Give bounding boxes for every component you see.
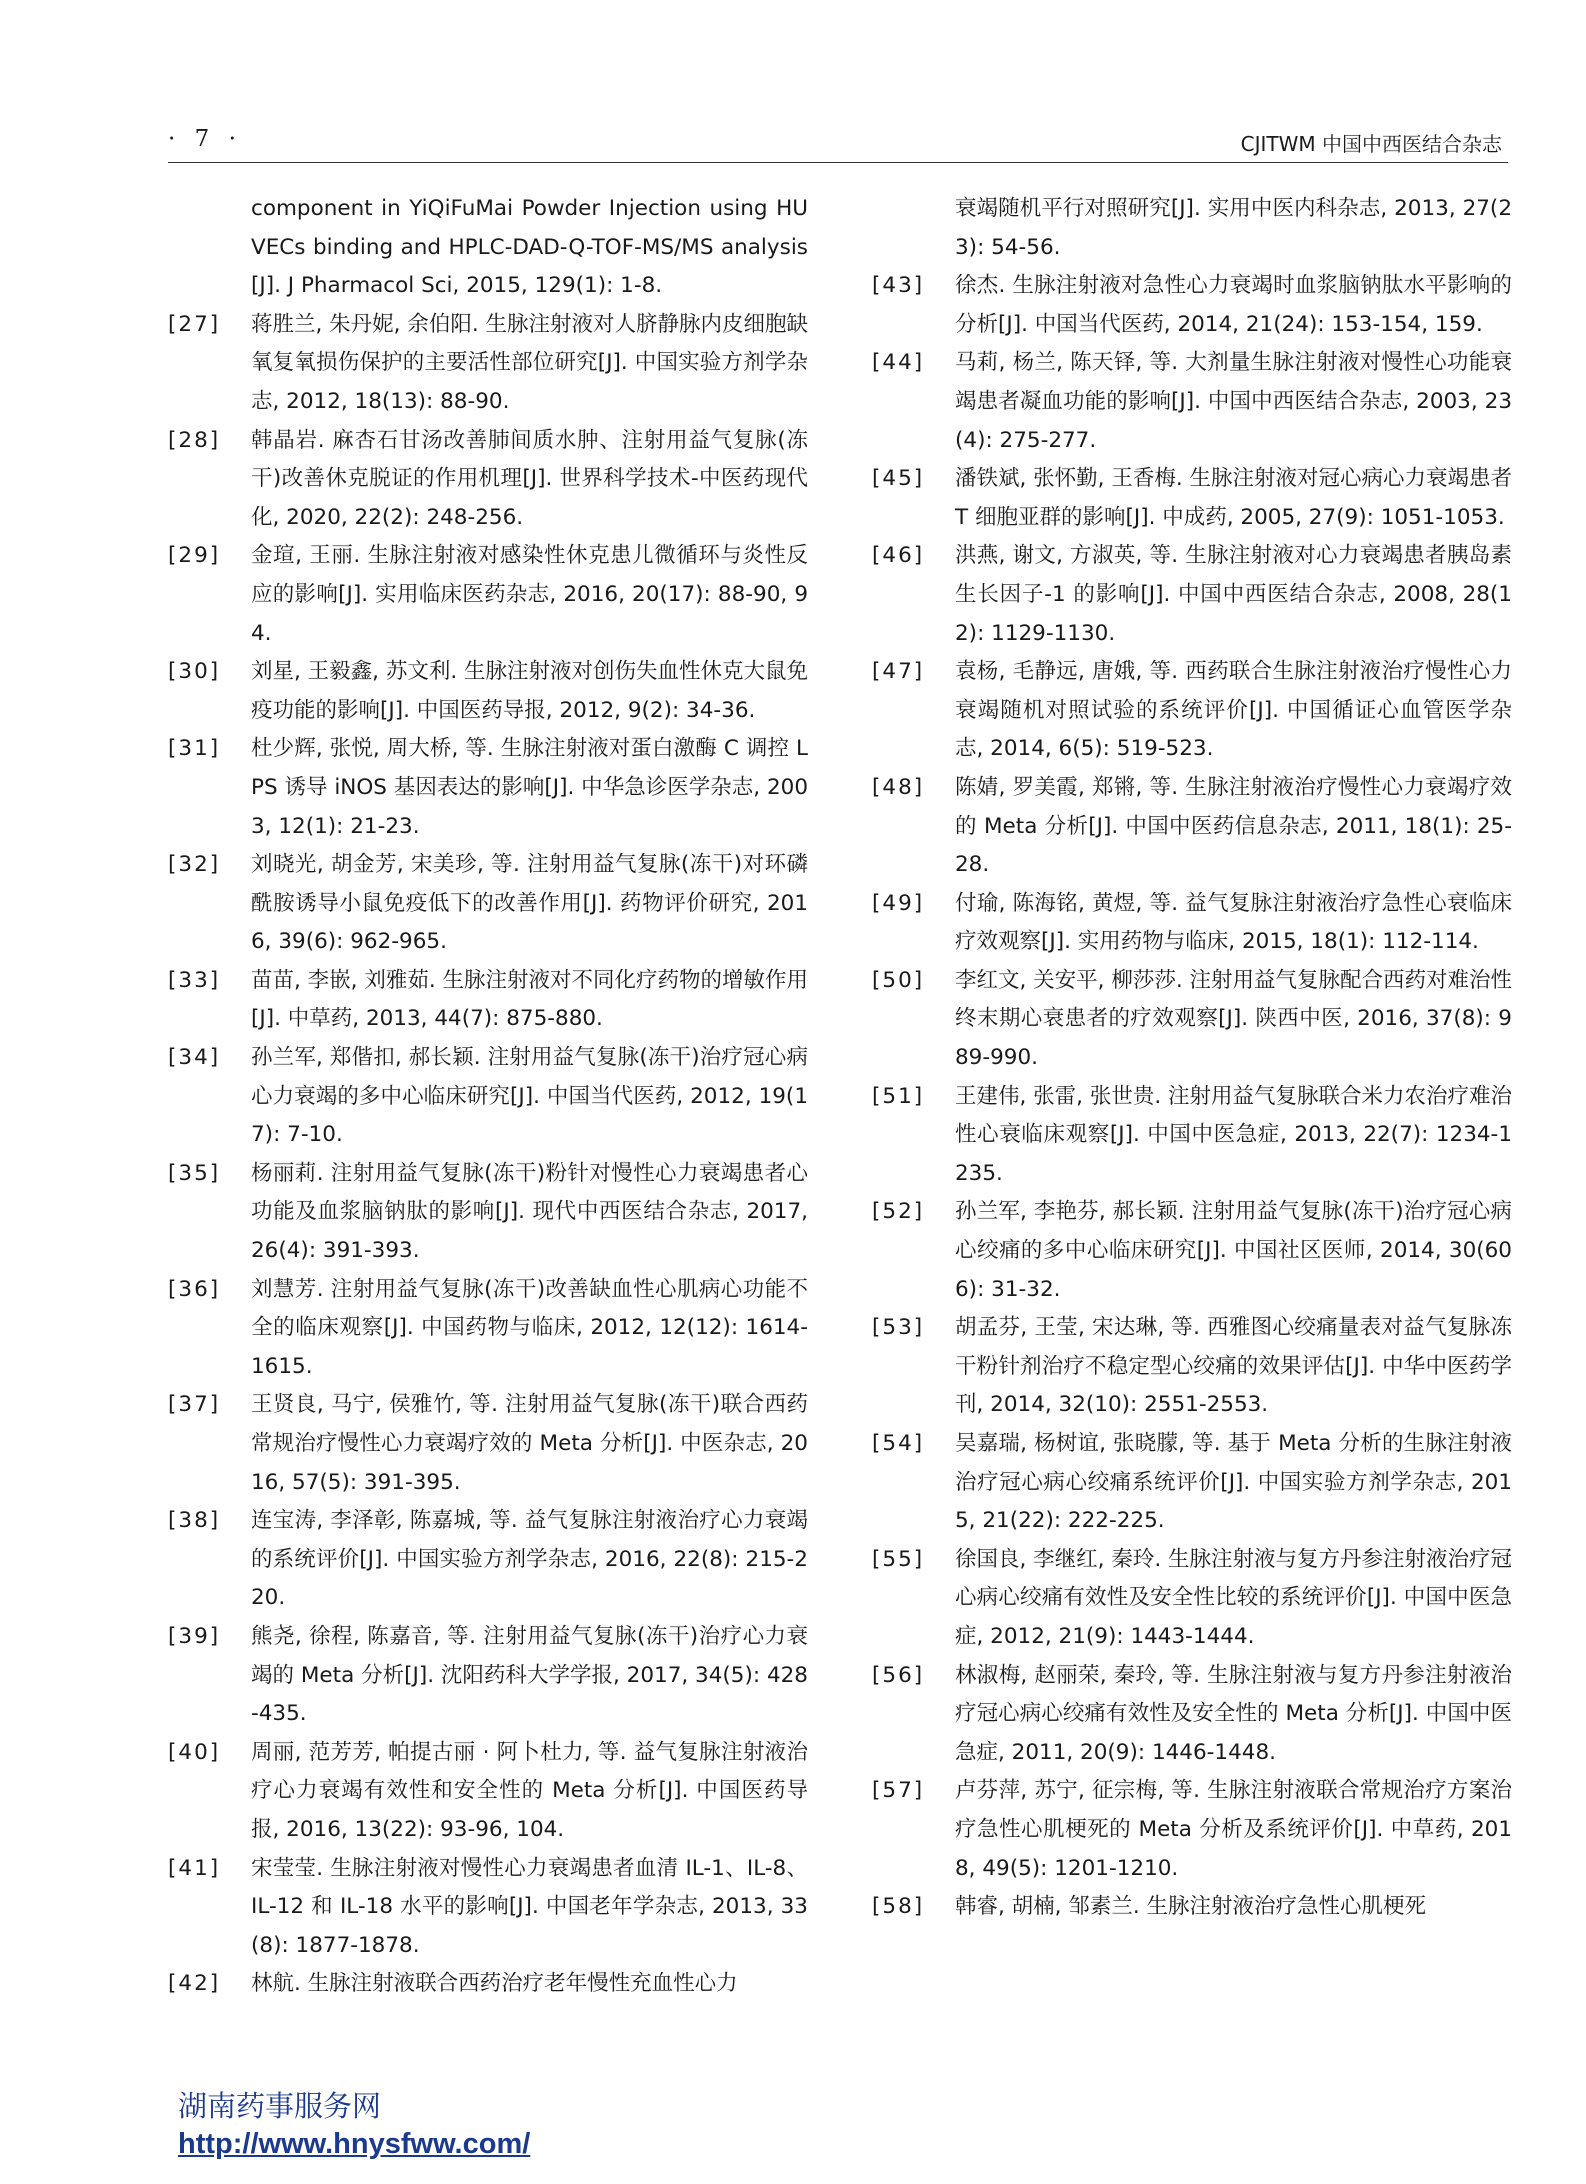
reference-text: 连宝涛, 李泽彰, 陈嘉城, 等. 益气复脉注射液治疗心力衰竭的系统评价[J]. 中国实验方剂学杂志, 2016, 22(8): 215-220.	[251, 1508, 808, 1611]
reference-text: 胡孟芬, 王莹, 宋达琳, 等. 西雅图心绞痛量表对益气复脉冻干粉针剂治疗不稳定型心绞痛的效果评估[J]. 中华中医药学刊, 2014, 32(10): 2551-2553.	[955, 1315, 1512, 1418]
reference-text: 孙兰军, 郑偕扣, 郝长颖. 注射用益气复脉(冻干)治疗冠心病心力衰竭的多中心临床研究[J]. 中国当代医药, 2012, 19(17): 7-10.	[251, 1045, 808, 1148]
reference-text: 周丽, 范芳芳, 帕提古丽 · 阿卜杜力, 等. 益气复脉注射液治疗心力衰竭有效性和安全性的 Meta 分析[J]. 中国医药导报, 2016, 13(22): 93-96, 104.	[251, 1739, 808, 1842]
reference-entry	[872, 267, 1512, 344]
reference-entry	[872, 769, 1512, 885]
reference-entry	[872, 962, 1512, 1078]
reference-text: 徐杰. 生脉注射液对急性心力衰竭时血浆脑钠肽水平影响的分析[J]. 中国当代医药, 2014, 21(24): 153-154, 159.	[955, 273, 1512, 337]
reference-number: [49]	[872, 890, 925, 916]
reference-text: 杜少辉, 张悦, 周大桥, 等. 生脉注射液对蛋白激酶 C 调控 LPS 诱导 iNOS 基因表达的影响[J]. 中华急诊医学杂志, 2003, 12(1): 21-23.	[251, 736, 808, 839]
reference-entry	[872, 190, 1512, 267]
reference-number: [39]	[168, 1623, 221, 1649]
reference-number: [30]	[168, 659, 221, 685]
site-name: 湖南药事服务网	[178, 2089, 382, 2123]
page-number: · 7 ·	[168, 126, 242, 152]
reference-entry	[168, 962, 808, 1039]
reference-entry	[168, 1734, 808, 1850]
reference-number: [43]	[872, 273, 925, 299]
reference-entry	[872, 1078, 1512, 1194]
reference-text: 刘慧芳. 注射用益气复脉(冻干)改善缺血性心肌病心功能不全的临床观察[J]. 中国药物与临床, 2012, 12(12): 1614-1615.	[251, 1276, 808, 1379]
reference-number: [33]	[168, 967, 221, 993]
reference-number: [56]	[872, 1662, 925, 1688]
reference-text: 王建伟, 张雷, 张世贵. 注射用益气复脉联合米力农治疗难治性心衰临床观察[J]. 中国中医急症, 2013, 22(7): 1234-1235.	[955, 1083, 1513, 1186]
reference-number: [35]	[168, 1160, 221, 1186]
reference-entry	[872, 885, 1512, 962]
reference-entry	[872, 653, 1512, 769]
reference-entry	[168, 1039, 808, 1155]
reference-number: [32]	[168, 852, 221, 878]
reference-entry	[168, 730, 808, 846]
reference-entry	[872, 1541, 1512, 1657]
reference-column-right	[872, 190, 1512, 1927]
reference-text: 陈婧, 罗美霞, 郑锵, 等. 生脉注射液治疗慢性心力衰竭疗效的 Meta 分析[J]. 中国中医药信息杂志, 2011, 18(1): 25-28.	[955, 774, 1512, 878]
reference-number: [44]	[872, 350, 925, 376]
reference-entry	[168, 190, 808, 306]
reference-number: [53]	[872, 1315, 925, 1341]
reference-number: [52]	[872, 1199, 925, 1225]
reference-text: 韩晶岩. 麻杏石甘汤改善肺间质水肿、注射用益气复脉(冻干)改善休克脱证的作用机理[J]. 世界科学技术-中医药现代化, 2020, 22(2): 248-256.	[251, 427, 808, 530]
reference-entry	[168, 1965, 808, 2004]
reference-entry	[872, 344, 1512, 460]
reference-entry	[872, 1772, 1512, 1888]
reference-entry	[168, 306, 808, 422]
reference-entry	[872, 537, 1512, 653]
reference-entry	[872, 1657, 1512, 1773]
reference-text: 金瑄, 王丽. 生脉注射液对感染性休克患儿微循环与炎性反应的影响[J]. 实用临床医药杂志, 2016, 20(17): 88-90, 94.	[251, 543, 808, 646]
reference-entry	[872, 1888, 1512, 1927]
reference-entry	[872, 1309, 1512, 1425]
reference-number: [29]	[168, 543, 221, 569]
reference-entry	[872, 460, 1512, 537]
reference-text: 卢芬萍, 苏宁, 征宗梅, 等. 生脉注射液联合常规治疗方案治疗急性心肌梗死的 Meta 分析及系统评价[J]. 中草药, 2018, 49(5): 1201-1210.	[955, 1778, 1512, 1881]
site-url-link[interactable]: http://www.hnysfww.com/	[178, 2128, 531, 2160]
reference-entry	[168, 1502, 808, 1618]
reference-text: 韩睿, 胡楠, 邹素兰. 生脉注射液治疗急性心肌梗死	[955, 1894, 1427, 1920]
reference-text: 李红文, 关安平, 柳莎莎. 注射用益气复脉配合西药对难治性终末期心衰患者的疗效观察[J]. 陕西中医, 2016, 37(8): 989-990.	[955, 967, 1513, 1071]
reference-text: 王贤良, 马宁, 侯雅竹, 等. 注射用益气复脉(冻干)联合西药常规治疗慢性心力衰竭疗效的 Meta 分析[J]. 中医杂志, 2016, 57(5): 391-395.	[251, 1392, 808, 1495]
reference-number: [57]	[872, 1778, 925, 1804]
reference-number: [40]	[168, 1739, 221, 1765]
reference-entry	[168, 422, 808, 538]
reference-text: 刘晓光, 胡金芳, 宋美珍, 等. 注射用益气复脉(冻干)对环磷酰胺诱导小鼠免疫低下的改善作用[J]. 药物评价研究, 2016, 39(6): 962-965.	[251, 852, 808, 955]
reference-number: [41]	[168, 1855, 221, 1881]
reference-number: [50]	[872, 967, 925, 993]
reference-text: 潘铁斌, 张怀勤, 王香梅. 生脉注射液对冠心病心力衰竭患者 T 细胞亚群的影响[J]. 中成药, 2005, 27(9): 1051-1053.	[955, 466, 1513, 530]
reference-entry	[168, 1155, 808, 1271]
reference-number: [37]	[168, 1392, 221, 1418]
reference-number: [58]	[872, 1894, 925, 1920]
reference-text: 苗苗, 李嵌, 刘雅茹. 生脉注射液对不同化疗药物的增敏作用[J]. 中草药, 2013, 44(7): 875-880.	[251, 967, 809, 1032]
reference-number: [48]	[872, 774, 925, 800]
reference-number: [28]	[168, 427, 221, 453]
reference-entry	[168, 1271, 808, 1387]
reference-text: 付瑜, 陈海铭, 黄煜, 等. 益气复脉注射液治疗急性心衰临床疗效观察[J]. 实用药物与临床, 2015, 18(1): 112-114.	[955, 890, 1512, 955]
reference-number: [45]	[872, 466, 925, 492]
reference-text: 马莉, 杨兰, 陈天铎, 等. 大剂量生脉注射液对慢性心功能衰竭患者凝血功能的影响[J]. 中国中西医结合杂志, 2003, 23(4): 275-277.	[955, 350, 1512, 453]
reference-number: [51]	[872, 1083, 925, 1109]
reference-entry	[168, 653, 808, 730]
reference-number: [47]	[872, 659, 925, 685]
reference-number: [34]	[168, 1045, 221, 1071]
reference-number: [42]	[168, 1971, 221, 1997]
reference-text: 宋莹莹. 生脉注射液对慢性心力衰竭患者血清 IL-1、IL-8、IL-12 和 IL-18 水平的影响[J]. 中国老年学杂志, 2013, 33(8): 1877-1878.	[251, 1855, 808, 1958]
watermark-footer	[178, 2088, 530, 2164]
reference-text: 杨丽莉. 注射用益气复脉(冻干)粉针对慢性心力衰竭患者心功能及血浆脑钠肽的影响[J]. 现代中西医结合杂志, 2017, 26(4): 391-393.	[251, 1160, 808, 1264]
reference-number: [46]	[872, 543, 925, 569]
reference-number: [31]	[168, 736, 221, 762]
reference-text: 熊尧, 徐程, 陈嘉音, 等. 注射用益气复脉(冻干)治疗心力衰竭的 Meta 分析[J]. 沈阳药科大学学报, 2017, 34(5): 428-435.	[251, 1623, 808, 1727]
page-header	[168, 118, 1508, 163]
reference-text: 吴嘉瑞, 杨树谊, 张晓朦, 等. 基于 Meta 分析的生脉注射液治疗冠心病心绞痛系统评价[J]. 中国实验方剂学杂志, 2015, 21(22): 222-225.	[955, 1431, 1512, 1534]
reference-number: [54]	[872, 1431, 925, 1456]
reference-entry	[168, 846, 808, 962]
reference-entry	[168, 1386, 808, 1502]
reference-text: 洪燕, 谢文, 方淑英, 等. 生脉注射液对心力衰竭患者胰岛素生长因子-1 的影响[J]. 中国中西医结合杂志, 2008, 28(12): 1129-1130.	[955, 543, 1512, 646]
reference-entry	[168, 537, 808, 653]
reference-text: 徐国良, 李继红, 秦玲. 生脉注射液与复方丹参注射液治疗冠心病心绞痛有效性及安全性比较的系统评价[J]. 中国中医急症, 2012, 21(9): 1443-1444.	[955, 1546, 1513, 1649]
reference-entry	[872, 1193, 1512, 1309]
reference-entry	[168, 1618, 808, 1734]
reference-text: 刘星, 王毅鑫, 苏文利. 生脉注射液对创伤失血性休克大鼠免疫功能的影响[J]. 中国医药导报, 2012, 9(2): 34-36.	[251, 659, 809, 723]
reference-text: 林淑梅, 赵丽荣, 秦玲, 等. 生脉注射液与复方丹参注射液治疗冠心病心绞痛有效性及安全性的 Meta 分析[J]. 中国中医急症, 2011, 20(9): 1446-1448.	[955, 1662, 1512, 1765]
reference-column-left	[168, 190, 808, 2004]
reference-number: [27]	[168, 311, 221, 337]
reference-text: 孙兰军, 李艳芬, 郝长颖. 注射用益气复脉(冻干)治疗冠心病心绞痛的多中心临床研究[J]. 中国社区医师, 2014, 30(606): 31-32.	[955, 1199, 1512, 1302]
reference-entry	[168, 1850, 808, 1966]
reference-text: 蒋胜兰, 朱丹妮, 余伯阳. 生脉注射液对人脐静脉内皮细胞缺氧复氧损伤保护的主要活性部位研究[J]. 中国实验方剂学杂志, 2012, 18(13): 88-90.	[251, 311, 809, 414]
reference-number: [55]	[872, 1546, 925, 1572]
reference-text: 袁杨, 毛静远, 唐娥, 等. 西药联合生脉注射液治疗慢性心力衰竭随机对照试验的系统评价[J]. 中国循证心血管医学杂志, 2014, 6(5): 519-523.	[955, 659, 1512, 762]
reference-text: 林航. 生脉注射液联合西药治疗老年慢性充血性心力	[251, 1971, 738, 1997]
reference-number: [36]	[168, 1276, 221, 1302]
reference-text: 衰竭随机平行对照研究[J]. 实用中医内科杂志, 2013, 27(23): 54-56.	[955, 196, 1512, 260]
reference-entry	[872, 1425, 1512, 1541]
reference-number: [38]	[168, 1508, 221, 1534]
reference-text: component in YiQiFuMai Powder Injection using HUVECs binding and HPLC-DAD-Q-TOF-MS/MS analysis[J]. J Pharmacol Sci, 2015, 129(1): 1-8.	[251, 196, 808, 299]
journal-name: CJITWM 中国中西医结合杂志	[1240, 132, 1502, 156]
